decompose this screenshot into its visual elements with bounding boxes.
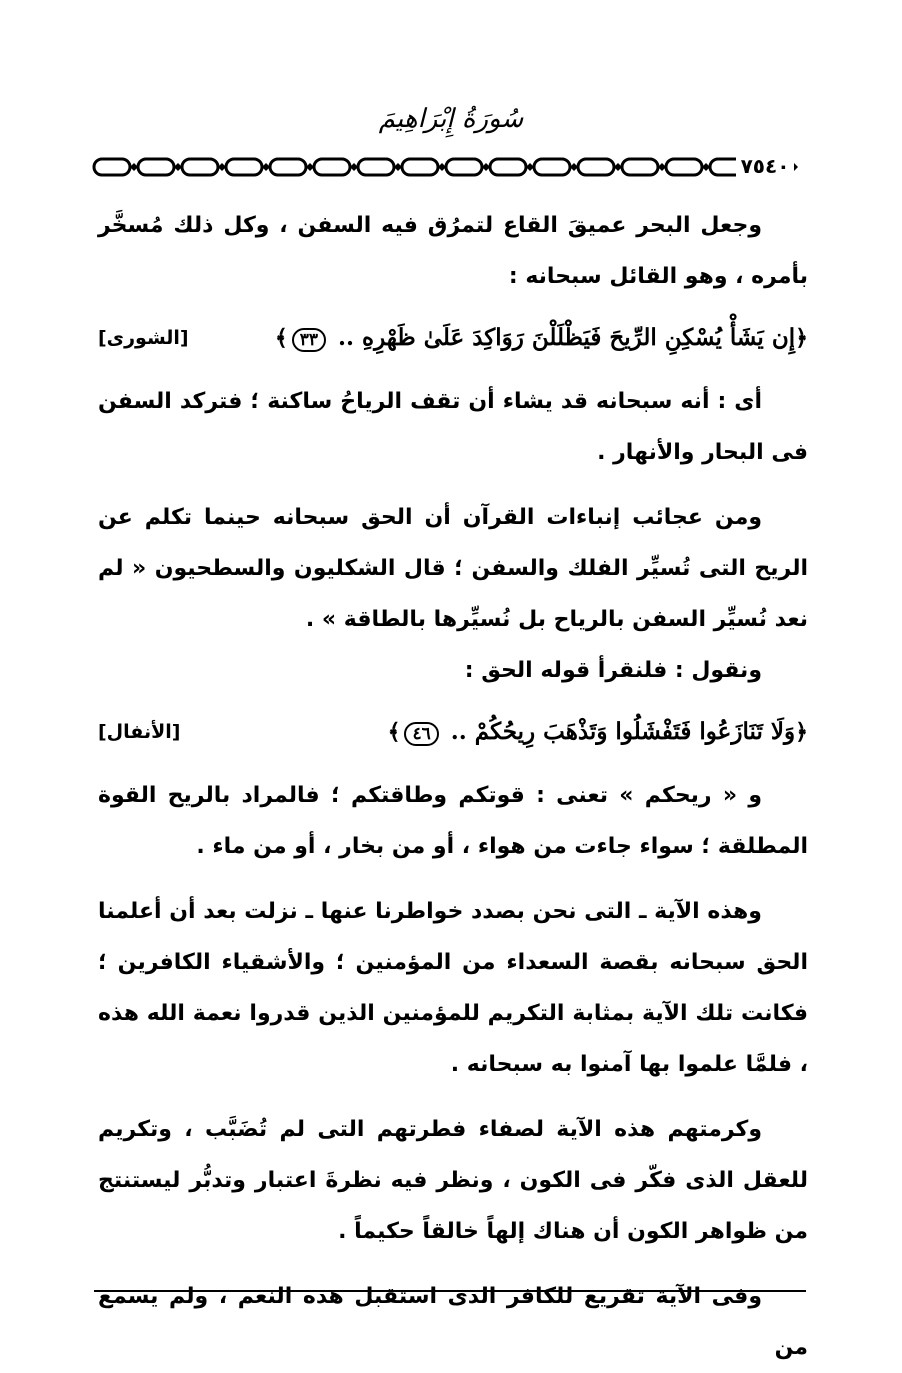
chain-link [534,159,570,175]
paragraph-6 [98,886,808,1090]
quran-verse-anfal [98,700,808,764]
chain-link [402,159,438,175]
surah-title: سُورَةُ إِبْرَاهِيمَ [378,104,524,134]
quran-verse-shura [98,306,808,370]
paragraph-1-text: وجعل البحر عميقَ القاع لتمرُق فيه السفن ، وكل ذلك مُسخَّر بأمره ، وهو القائل سبحانه : [98,213,808,289]
ayah-number-33: ٣٣ [292,328,326,352]
chain-link [314,159,350,175]
verse-shura-text [275,324,808,352]
chain-link [446,159,482,175]
paragraph-1 [98,200,808,302]
verse-shura-words: إِن يَشَأْ يُسْكِنِ الرِّيحَ فَيَظْلَلْنَ رَوَاكِدَ عَلَىٰ ظَهْرِهِ .. [338,324,796,351]
verse-close-bracket: ﴾ [274,325,288,351]
chain-link [578,159,614,175]
surah-reference-anfal: [الأنفال] [98,721,181,743]
chain-link [270,159,306,175]
paragraph-4-text: ونقول : فلنقرأ قوله الحق : [464,658,762,683]
paragraph-6-text: وهذه الآية ـ التى نحن بصدد خواطرنا عنها ـ نزلت بعد أن أعلمنا الحق سبحانه بقصة السعداء من المؤمنين ؛ والأشقياء الكافرين ؛ فكانت تلك الآية بمثابة التكريم للمؤمنين الذين قدروا نعمة الله هذه ، فلمَّا علموا بها آمنوا به سبحانه . [98,899,808,1077]
paragraph-2-text: أى : أنه سبحانه قد يشاء أن تقف الرياحُ ساكنة ؛ فتركد السفن فى البحار والأنهار . [98,389,808,465]
verse-anfal-words: وَلَا تَنَازَعُوا فَتَفْشَلُوا وَتَذْهَبَ رِيحُكُمْ .. [450,718,796,745]
verse-anfal-text [388,718,808,746]
paragraph-8 [98,1271,808,1373]
page-body [98,200,808,1373]
chain-link [226,159,262,175]
ornamental-header-border [92,154,812,180]
paragraph-7-text: وكرمتهم هذه الآية لصفاء فطرتهم التى لم تُضَبَّب ، وتكريم للعقل الذى فكّر فى الكون ، ونظر فيه نظرةَ اعتبار وتدبُّر ليستنتج من ظواهر الكون أن هناك إلهاً خالقاً حكيماً . [98,1117,808,1244]
page-number: ٧٥٤٠ [736,153,794,179]
surah-reference-shura: [الشورى] [98,327,189,349]
ayah-number-46: ٤٦ [404,722,438,746]
paragraph-5-text: و « ريحكم » تعنى : قوتكم وطاقتكم ؛ فالمراد بالريح القوة المطلقة ؛ سواء جاءت من هواء ، أو من بخار ، أو من ماء . [98,783,808,859]
chain-link [138,159,174,175]
verse-open-bracket: ﴿ [795,325,808,351]
chain-link [490,159,526,175]
verse-close-bracket: ﴾ [387,719,401,745]
paragraph-8-text: وفى الآية تقريع للكافر الذى استقبل هذه النعم ، ولم يسمع من [98,1284,808,1360]
paragraph-3 [98,492,808,645]
paragraph-7 [98,1104,808,1257]
paragraph-4 [98,645,808,696]
chain-link [182,159,218,175]
chain-link [94,159,130,175]
chain-link [666,159,702,175]
footer-rule [94,1290,806,1292]
paragraph-2 [98,376,808,478]
paragraph-5 [98,770,808,872]
paragraph-3-text: ومن عجائب إنباءات القرآن أن الحق سبحانه حينما تكلم عن الريح التى تُسيِّر الفلك والسفن ؛ قال الشكليون والسطحيون « لم نعد نُسيِّر السفن بالرياح بل نُسيِّرها بالطاقة » . [98,505,808,632]
chain-link [622,159,658,175]
chain-link [358,159,394,175]
verse-open-bracket: ﴿ [795,719,808,745]
